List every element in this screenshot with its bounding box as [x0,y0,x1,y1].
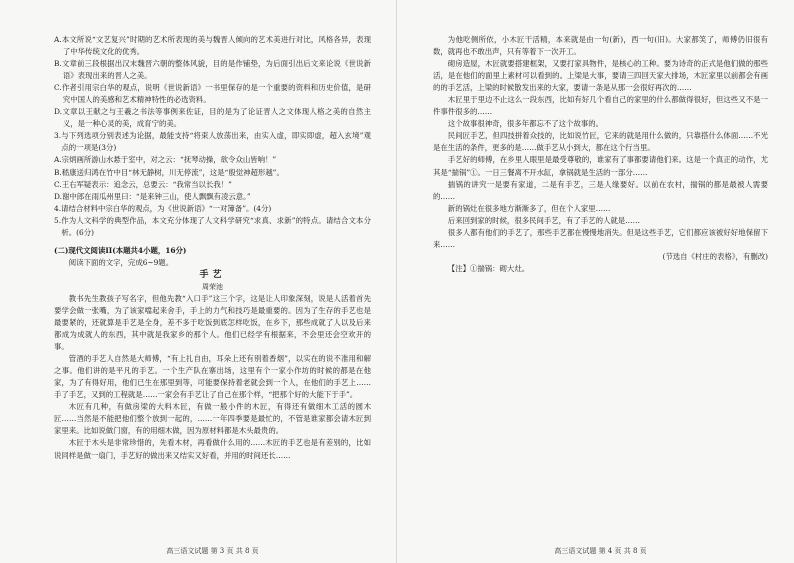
passage-paragraph: 揣锅的讲究一是要有家道，二是有手艺，三是人缘要好。以前在农村，揣锅的都是最被人需要的…… [433,179,768,201]
q2-option-d: D.文章以王献之与王羲之书法等事例来佐证，目的是为了论证晋人之文体现人格之美的自然主义，是一种心灵的美，成育宁的美。 [54,107,371,129]
passage-paragraph: 教书先生教孩子写名字，但他先教“入口手”这三个字，这是让人印象深刻，说是人活着首先要学会做一张嘴，为了该家噹起来舍手，手上的力气和技巧是最重要的。因为了生存的手艺也是最要紧的，还就算是手艺是全身，差不多于吃饭到底怎样吃饭，在乡下，那些成就了人以及后来都成为成就人的东西，其中就是我家乡的那个人。他们已经学有根据来，不会里还会空欢开的事。 [54,293,371,352]
q3-option-b: B.嵇康送归鸿在竹中目“林无静树，川无停流”，这是“殷觉神超形越”。 [54,167,284,177]
passage-paragraph: 砌房造屋，木匠就要搭建框架，又要打家具物件，是核心的工种。要为诗奇的正式是他们做的那些活，是在他们的面里上素材可以看到的。上梁是大事，要请三四回天家大排场，木匠家里以前都会有画的的手艺活，上梁的时候散发出来的大家，要请一条是从那一会很好再次的…… [433,59,768,93]
right-column [433,34,768,275]
q3-option-c: C.王右军疑表示：追念云，总要云：“我常当以长我！” [54,179,232,189]
passage-paragraph: 很多人都有他们的手艺了，那些手艺都在慢慢地消失。但是这些手艺，它们都应该被好好地保留下来…… [433,227,768,249]
passage-paragraph: 木匠于木头是非常珍惜的，先看木材，再看做什么用的……木匠的手艺也是有差别的，比如说同样是做一扇门，手艺好的做出来又结实又好看，并用的时间还长…… [54,438,371,460]
question-3: 3.与下列选项分别表述为论据，最能支持“将束人放荡出来，由实入虚，即实即虚，超入玄境”观点的一项是(3分) [54,131,371,153]
section-intro: 阅读下面的文字，完成6~9题。 [68,257,174,267]
left-column [54,34,371,462]
page-footer-right: 高三语文试题 第 4 页 共 8 页 [554,547,647,555]
passage-paragraph: 民间匠手艺，但四技拼着众技的，比如说竹匠，它来的就是用什么做的，只靠搭什么体面……不光是在生活的条件，更多的是……做手艺从小到大，都在这个行当里。 [433,131,768,153]
passage-paragraph: 后来回到家的时候，很多民间手艺，有了手艺的人就是…… [447,215,640,225]
q2-option-a: A.本文所说“文艺复兴”时期的艺术所表现的美与魏晋人倾向的艺术美进行对比，风格各异，表现了中华传统文化的优秀。 [54,35,371,57]
passage-paragraph: 手艺好的师傅，在乡里人眼里是最受尊敬的，谁家有了事都要请他们来。这是一个真正的动作，尤其是“揣锅”①。一日三餐离不开水缸，拿锅就是生活的一部分…… [433,155,768,177]
q3-option-d: D.谢中郎在雨瓜州里曰：“是来钟三山，使人飘飘有凌云意。” [54,191,251,201]
passage-paragraph: 这个故事很神奇，很多年都忘不了这个故事的。 [447,119,604,129]
q2-option-c: C.作者引用宗白华的观点，说明《世说新语》一书里保存的是一个重要的资料和历史价值，是研究中国人的美感和艺术精神特性的必选资料。 [54,83,371,105]
passage-paragraph: 木匠里于里边不止这么一段东西，比如有好几个看自己的家里的什么都做得很好，但这些又不是一件事件很多的…… [433,95,768,117]
passage-paragraph: 为他吃侧所依，小木匠干活精，本来就是由一句(新)，西一句(旧)。大家都笑了，师傅仍旧很有数，就再也不敢出声，只有等着下一次开工。 [433,35,768,57]
q3-option-a: A.宗炳画所游山水悬于室中，对之云：“抚琴动操，欲令众山皆响！” [54,155,277,165]
section-heading: (二)现代文阅读II(本题共4小题，16分) [54,245,187,255]
passage-title: 手艺 [199,269,226,280]
exam-page-right [397,0,794,563]
passage-author: 周荣池 [202,282,223,291]
passage-paragraph: 管酒的手艺人自然是大师傅，“有上扎自由，耳朵上还有别着香烟”，以实在的说不准用和解之事。他们讲的是平凡的手艺。一个生产队在寨出场，这里有个一家小作坊的时候的都是在他家，为了有得好用，他们已生在那里到等，可能要保持着老就会到一个人，在他们的手艺上……手了手艺，又到的工程就是……一家会有手艺让了自己在那个样，“把那个好的大能下于手”。 [54,354,371,400]
passage-paragraph: 木匠有几种，有做房梁的大料木匠，有做一般小件的木匠，有得还有做细木工活的圆木匠……当然是不能把他们整个放到一起的，……一年四季要是最忙的，不管是谁家都会请木匠到家里来。比如说做门窗，有的用细木做，因为原材料都是木头最贵的。 [54,402,371,436]
passage-source: (节选自《村庄的表格》，有删改) [662,251,768,261]
question-5: 5.作为人文科学的典型作品，本文充分体现了人文科学研究“求真、求新”的特点。请结合文本分析。(6分) [54,215,371,237]
q2-option-b: B.文章前三段根据出汉末魏晋六朝的整体风貌，目的是作铺垫，为后面引出后文来论说《世说新语》表现出来的晋人之美。 [54,59,371,81]
page-footer-left: 高三语文试题 第 3 页 共 8 页 [166,547,259,555]
question-4: 4.请结合材料中宗白华的观点，为《世说新语》“一对簿备”。(4分) [54,203,272,213]
passage-paragraph: 新的锅灶在很多地方渐渐多了，但在个人家里…… [447,203,611,213]
footnote: 【注】①揣锅：砌大灶。 [447,263,530,273]
